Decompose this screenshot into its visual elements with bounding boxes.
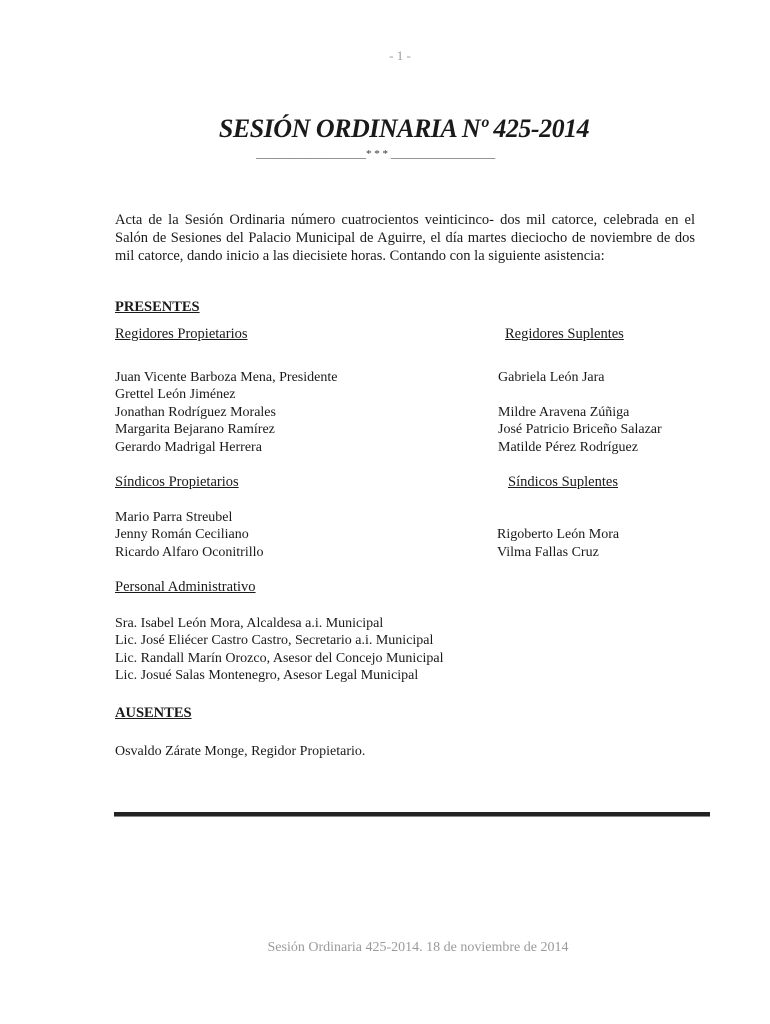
page-number: - 1 - [389, 48, 411, 63]
list-item: Lic. Randall Marín Orozco, Asesor del Concejo Municipal [115, 650, 444, 666]
list-item: José Patricio Briceño Salazar [498, 422, 662, 438]
regidores-suplentes-label: Regidores Suplentes [505, 326, 624, 342]
list-item: Ricardo Alfaro Oconitrillo [115, 544, 264, 560]
presentes-heading: PRESENTES [115, 299, 200, 315]
personal-list [115, 615, 444, 685]
list-item: Mildre Aravena Zúñiga [498, 404, 630, 420]
list-item [497, 509, 619, 526]
list-item: Sra. Isabel León Mora, Alcaldesa a.i. Municipal [115, 616, 384, 631]
ausentes-heading: AUSENTES [115, 705, 192, 721]
regidores-propietarios-list [115, 369, 337, 456]
regidores-propietarios-label: Regidores Propietarios [115, 326, 248, 342]
list-item: Lic. Josué Salas Montenegro, Asesor Legal Municipal [115, 668, 419, 684]
list-item: Grettel León Jiménez [115, 387, 236, 403]
list-item: Vilma Fallas Cruz [497, 544, 599, 560]
personal-label: Personal Administrativo [115, 579, 256, 595]
intro-text: Acta de la Sesión Ordinaria número cuatrocientos veinticinco- dos mil catorce, celebrada en el Salón de Sesiones del Palacio Municipal de Aguirre, el día martes dieciocho de noviembre de dos mil catorce, dando inicio a las diecisiete horas. Contando con la siguiente asistencia: [115, 212, 695, 264]
footer-divider [114, 812, 710, 817]
list-item: Lic. José Eliécer Castro Castro, Secretario a.i. Municipal [115, 633, 434, 649]
ausentes-item: Osvaldo Zárate Monge, Regidor Propietario. [115, 744, 366, 759]
list-item: Juan Vicente Barboza Mena, Presidente [115, 370, 338, 385]
list-item: Rigoberto León Mora [497, 527, 620, 543]
list-item: Gerardo Madrigal Herrera [115, 439, 262, 455]
regidores-suplentes-list [498, 369, 662, 456]
sindicos-propietarios-list [115, 509, 264, 561]
list-item: Margarita Bejarano Ramírez [115, 422, 275, 438]
title-separator: ____________________* * * ___________________ [256, 148, 496, 160]
sindicos-propietarios-label: Síndicos Propietarios [115, 474, 239, 490]
document-title: SESIÓN ORDINARIA Nº 425-2014 [218, 114, 590, 143]
list-item: Jenny Román Ceciliano [115, 527, 249, 543]
list-item [498, 386, 662, 403]
list-item: Gabriela León Jara [498, 370, 605, 385]
page-footer: Sesión Ordinaria 425-2014. 18 de noviembre de 2014 [267, 940, 569, 955]
intro-paragraph [115, 211, 695, 265]
sindicos-suplentes-list [497, 509, 619, 561]
list-item: Mario Parra Streubel [115, 510, 233, 525]
sindicos-suplentes-label: Síndicos Suplentes [508, 474, 618, 490]
list-item: Jonathan Rodríguez Morales [115, 404, 276, 420]
list-item: Matilde Pérez Rodríguez [498, 439, 638, 455]
